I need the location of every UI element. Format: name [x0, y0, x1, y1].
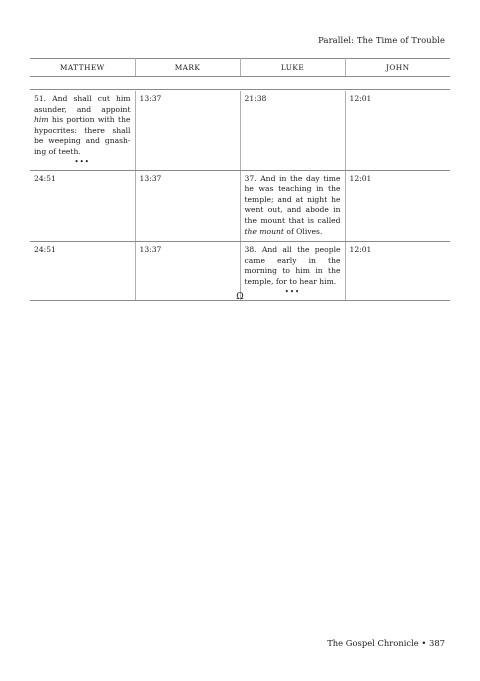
- column-header-matthew: MATTHEW: [30, 59, 135, 77]
- column-header-luke: LUKE: [240, 59, 345, 77]
- john-ref: 12:01: [345, 170, 450, 242]
- matthew-cell: [30, 91, 135, 170]
- verse-text: 51. And shall cut him asunder, and appoint him his portion with the hypocrites: there shall be weeping and gnash-ing of teeth.: [34, 94, 131, 156]
- table-row: [30, 91, 450, 170]
- luke-ref: 21:38: [240, 91, 345, 170]
- luke-cell: [240, 170, 345, 242]
- table-top-rule: [30, 89, 450, 90]
- mark-ref: 13:37: [135, 170, 240, 242]
- end-mark: Ω: [236, 292, 244, 302]
- ellipsis-mark: •••: [74, 157, 90, 166]
- ellipsis-mark: •••: [284, 287, 301, 296]
- mark-ref: 13:37: [135, 242, 240, 300]
- john-ref: 12:01: [345, 242, 450, 300]
- running-header: Parallel: The Time of Trouble: [318, 35, 445, 45]
- page-footer: The Gospel Chronicle • 387: [327, 638, 445, 648]
- matthew-ref: 24:51: [30, 242, 135, 300]
- matthew-ref: 24:51: [30, 170, 135, 242]
- parallel-table: [30, 91, 450, 301]
- mark-ref: 13:37: [135, 91, 240, 170]
- column-header-table: [30, 58, 450, 77]
- verse-text: 37. And in the day time he was teaching in the temple; and at night he went out, and abode in the mount that is called the mount of Olives.: [244, 173, 341, 236]
- verse-text: 38. And all the people came early in the morning to him in the temple, for to hear him.: [244, 245, 341, 286]
- table-row: [30, 170, 450, 242]
- column-header-mark: MARK: [135, 59, 240, 77]
- column-header-john: JOHN: [345, 59, 450, 77]
- john-ref: 12:01: [345, 91, 450, 170]
